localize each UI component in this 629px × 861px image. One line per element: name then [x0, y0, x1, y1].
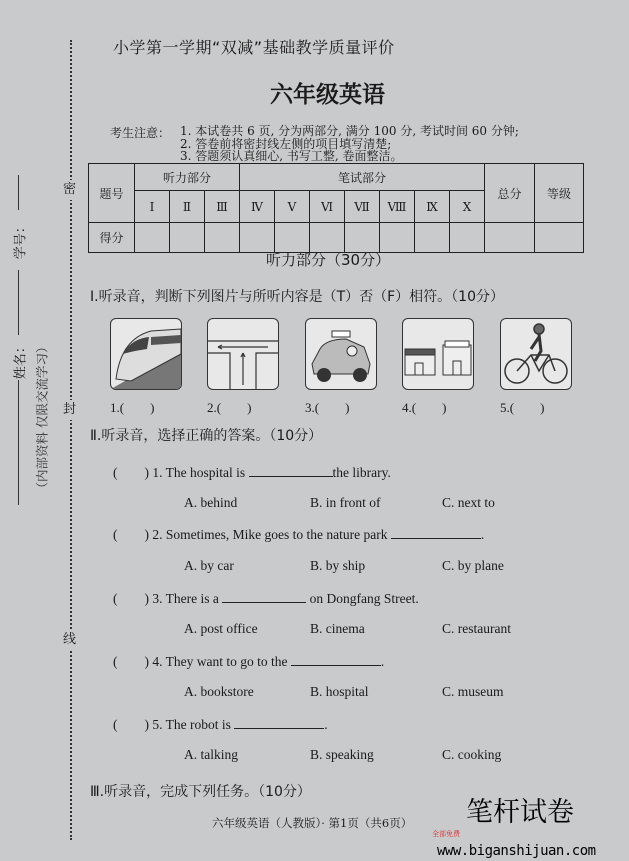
- row-label: 题号: [89, 164, 135, 223]
- option[interactable]: C. by plane: [442, 558, 504, 573]
- train-picture: [110, 318, 182, 390]
- score-cell[interactable]: [485, 223, 535, 253]
- student-id-label: 学号：: [13, 220, 29, 260]
- cyclist-picture: [500, 318, 572, 390]
- option[interactable]: C. next to: [442, 495, 495, 510]
- option[interactable]: A. talking: [184, 747, 238, 762]
- notice-item: 1. 本试卷共 6 页, 分为两部分, 满分 100 分, 考试时间 60 分钟;: [180, 124, 519, 138]
- score-cell[interactable]: [450, 223, 485, 253]
- score-cell[interactable]: [135, 223, 170, 253]
- answer-blank[interactable]: [234, 716, 324, 729]
- answer-slot[interactable]: 2.( ): [207, 400, 252, 415]
- option[interactable]: A. post office: [184, 621, 258, 636]
- total-header: 总分: [485, 164, 535, 223]
- question-2: ( ) 2. Sometimes, Mike goes to the nature park .: [113, 527, 485, 542]
- option[interactable]: A. by car: [184, 558, 234, 573]
- option[interactable]: B. cinema: [310, 621, 365, 636]
- numeral: Ⅳ: [240, 191, 275, 223]
- numeral: Ⅲ: [205, 191, 240, 223]
- watermark-brand: 笔杆试卷: [466, 797, 574, 828]
- numeral: Ⅴ: [275, 191, 310, 223]
- notice-label: 考生注意：: [110, 126, 171, 140]
- question-4: ( ) 4. They want to go to the .: [113, 654, 385, 669]
- option[interactable]: C. cooking: [442, 747, 502, 762]
- section3-title: Ⅲ.听录音，完成下列任务。（10分）: [90, 784, 311, 800]
- seal-char: 密: [63, 180, 76, 200]
- answer-blank[interactable]: [222, 590, 306, 603]
- seal-char: 封: [63, 400, 76, 420]
- listening-header: 听力部分: [135, 164, 240, 191]
- section1-title: Ⅰ.听录音，判断下列图片与所听内容是（T）否（F）相符。（10分）: [90, 289, 504, 305]
- binding-line: [18, 380, 19, 505]
- answer-blank[interactable]: [391, 526, 481, 539]
- option[interactable]: B. in front of: [310, 495, 381, 510]
- score-cell[interactable]: [275, 223, 310, 253]
- page-footer: 六年级英语（人教版）· 第1页（共6页）: [212, 816, 413, 830]
- score-table: [88, 163, 584, 253]
- option[interactable]: B. by ship: [310, 558, 366, 573]
- answer-slot[interactable]: 5.( ): [500, 400, 545, 415]
- written-header: 笔试部分: [240, 164, 485, 191]
- numeral: Ⅰ: [135, 191, 170, 223]
- watermark-url[interactable]: www.biganshijuan.com: [437, 843, 596, 859]
- option[interactable]: C. museum: [442, 684, 504, 699]
- notice-item: 3. 答题须认真细心, 书写工整, 卷面整洁。: [180, 149, 403, 163]
- score-cell[interactable]: [240, 223, 275, 253]
- answer-slot[interactable]: 1.( ): [110, 400, 155, 415]
- subject-title: 六年级英语: [270, 82, 385, 108]
- score-cell[interactable]: [205, 223, 240, 253]
- option[interactable]: A. behind: [184, 495, 238, 510]
- option[interactable]: C. restaurant: [442, 621, 511, 636]
- option[interactable]: A. bookstore: [184, 684, 254, 699]
- answer-blank[interactable]: [249, 464, 333, 477]
- question-3: ( ) 3. There is a on Dongfang Street.: [113, 591, 419, 606]
- binding-line: [18, 270, 19, 335]
- score-cell[interactable]: [415, 223, 450, 253]
- numeral: Ⅸ: [415, 191, 450, 223]
- listening-title: 听力部分（30分）: [266, 251, 391, 269]
- score-cell[interactable]: [170, 223, 205, 253]
- grade-header: 等级: [535, 164, 584, 223]
- numeral: Ⅶ: [345, 191, 380, 223]
- numeral: Ⅵ: [310, 191, 345, 223]
- crossroads-picture: [207, 318, 279, 390]
- score-cell[interactable]: [310, 223, 345, 253]
- score-label: 得分: [89, 223, 135, 253]
- answer-slot[interactable]: 4.( ): [402, 400, 447, 415]
- watermark-tag: 全部免费: [432, 830, 460, 838]
- answer-slot[interactable]: 3.( ): [305, 400, 350, 415]
- internal-note: （内部资料 仅限交流学习）: [34, 340, 50, 495]
- buildings-picture: [402, 318, 474, 390]
- exam-title: 小学第一学期“双减”基础教学质量评价: [113, 38, 395, 57]
- answer-blank[interactable]: [291, 653, 381, 666]
- name-label: 姓名：: [13, 340, 29, 380]
- binding-line: [18, 175, 19, 210]
- section2-title: Ⅱ.听录音，选择正确的答案。（10分）: [90, 428, 323, 444]
- numeral: Ⅷ: [380, 191, 415, 223]
- option[interactable]: B. speaking: [310, 747, 374, 762]
- question-1: ( ) 1. The hospital is the library.: [113, 465, 391, 480]
- seal-dotted-line: [70, 40, 72, 840]
- option[interactable]: B. hospital: [310, 684, 369, 699]
- score-cell[interactable]: [380, 223, 415, 253]
- notice-list: [180, 126, 519, 163]
- score-cell[interactable]: [345, 223, 380, 253]
- numeral: Ⅱ: [170, 191, 205, 223]
- taxi-picture: [305, 318, 377, 390]
- seal-char: 线: [63, 630, 76, 650]
- question-5: ( ) 5. The robot is .: [113, 717, 328, 732]
- score-cell[interactable]: [535, 223, 584, 253]
- numeral: Ⅹ: [450, 191, 485, 223]
- notice-item: 2. 答卷前将密封线左侧的项目填写清楚;: [180, 136, 392, 151]
